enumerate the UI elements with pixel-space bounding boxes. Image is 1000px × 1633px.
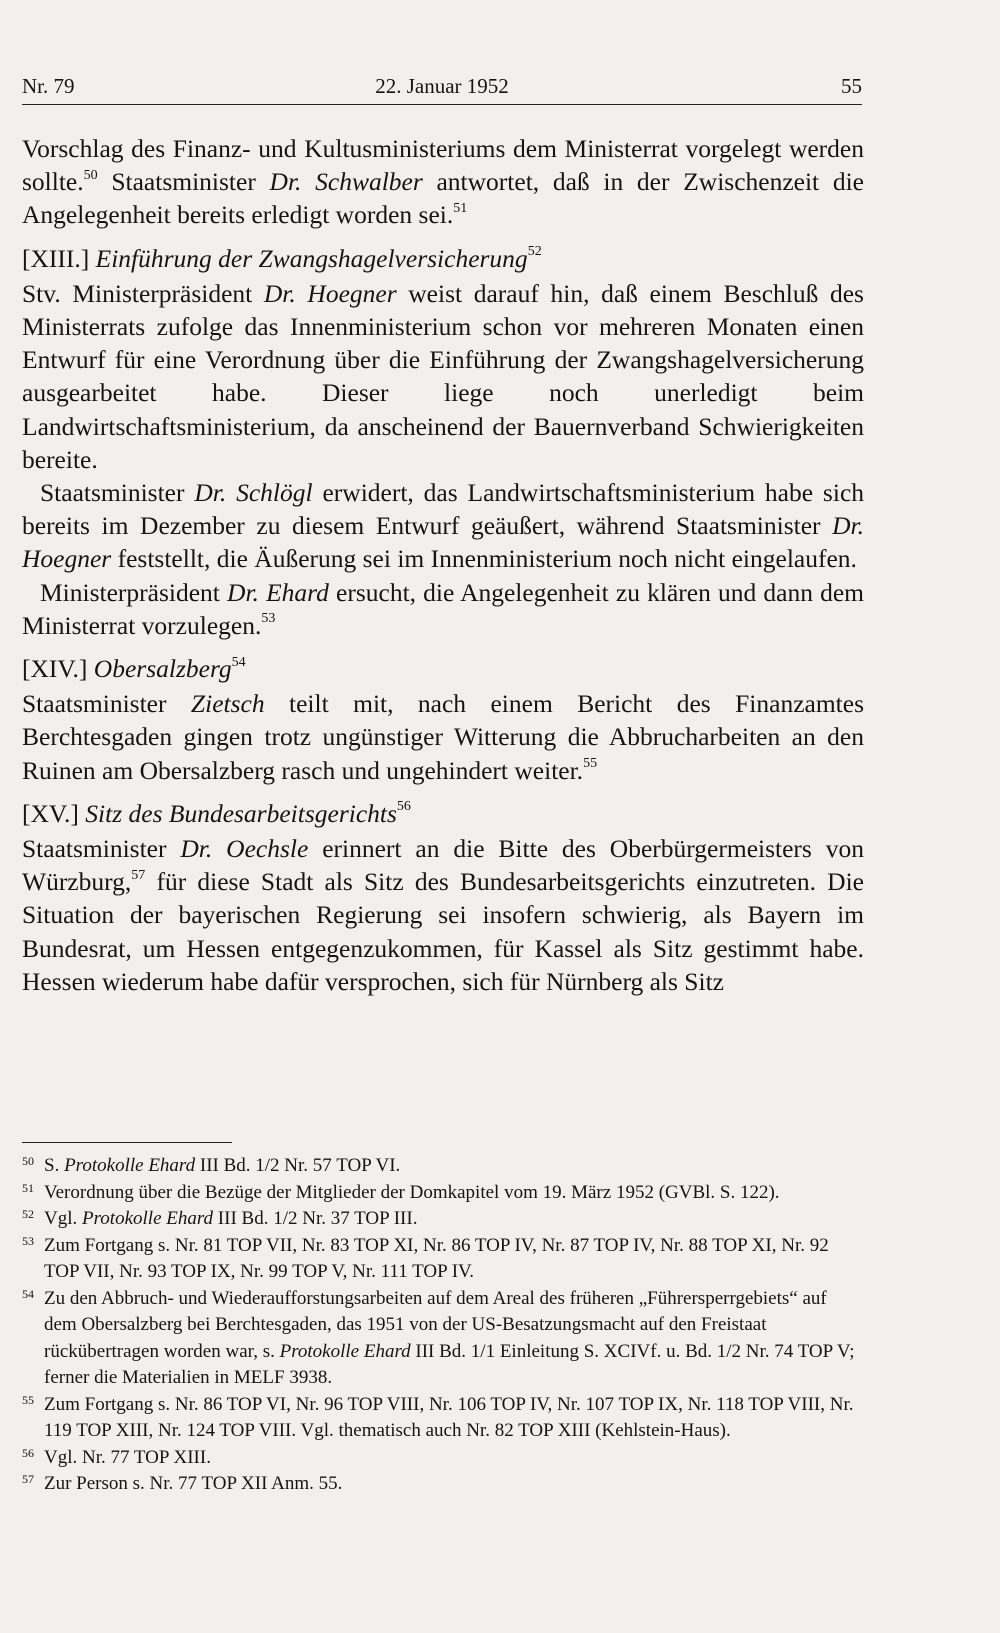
footnote: 53 Zum Fortgang s. Nr. 81 TOP VII, Nr. 83 TOP XI, Nr. 86 TOP IV, Nr. 87 TOP IV, Nr. 88 TOP XI, Nr. 92 TOP VII, Nr. 93 TOP IX, Nr. 99 TOP V, Nr. 111 TOP IV. (22, 1233, 864, 1286)
footnote-divider (22, 1142, 232, 1143)
person-name: Zietsch (190, 689, 265, 719)
footnote-number: 54 (22, 1286, 34, 1301)
session-date: 22. Januar 1952 (375, 74, 509, 98)
person-name: Dr. Ehard (227, 577, 329, 607)
footnote-ref-51: 51 (453, 200, 468, 216)
footnote-ref-50: 50 (83, 167, 98, 183)
footnote-ref-56: 56 (396, 799, 411, 815)
footnote: 54 Zu den Abbruch- und Wiederaufforstungsarbeiten auf dem Areal des früheren „Führersperrgebiets“ auf dem Obersalzberg bei Berchtesgaden, das 1951 von der US-Besatzungsmacht auf den Freistaat rückübertragen worden war, s. Protokolle Ehard III Bd. 1/1 Einleitung S. XCIVf. u. Bd. 1/2 Nr. 74 TOP V; ferner die Materialien in MELF 3938. (22, 1286, 864, 1392)
paragraph-5: Staatsminister Zietsch teilt mit, nach einem Bericht des Finanzamtes Berchtesgaden gingen trotz ungünstiger Witterung die Abbrucharbeiten an den Ruinen am Obersalzberg rasch und ungehindert weiter.$^{55}$ (22, 689, 864, 785)
footnote-ref-57: 57 (131, 867, 146, 883)
page-number: 55 (841, 74, 862, 98)
paragraph-6: Staatsminister Dr. Oechsle erinnert an die Bitte des Oberbürgermeisters von Würzburg,$^{57}$ für diese Stadt als Sitz des Bundesarbeitsgerichts einzutreten. Die Situation der bayerischen Regierung sei insofern schwierig, als Bayern im Bundesrat, um Hessen entgegenzukommen, für Kassel als Sitz gestimmt habe. Hessen wiederum habe dafür versprochen, sich für Nürnberg als Sitz (22, 834, 864, 996)
person-name: Dr. Schlögl (194, 478, 313, 508)
main-text (22, 132, 864, 998)
paragraph-4: Ministerpräsident Dr. Ehard ersucht, die Angelegenheit zu klären und dann dem Ministerrat vorzulegen.$^{53}$ (22, 577, 864, 640)
footnote-ref-53: 53 (261, 611, 276, 627)
running-header (22, 74, 862, 105)
paragraph-2: Stv. Ministerpräsident Dr. Hoegner weist darauf hin, daß einem Beschluß des Ministerrats zufolge das Innenministerium schon vor mehreren Monaten einen Entwurf für eine Verordnung über die Einführung der Zwangshagelversicherung ausgearbeitet habe. Dieser liege noch unerledigt beim Landwirtschaftsministerium, da anscheinend der Bauernverband Schwierigkeiten bereite. (22, 278, 864, 474)
document-number: Nr. 79 (22, 74, 75, 98)
footnote-number: 53 (22, 1233, 34, 1248)
footnote-number: 55 (22, 1392, 34, 1407)
footnote: 55 Zum Fortgang s. Nr. 86 TOP VI, Nr. 96 TOP VIII, Nr. 106 TOP IV, Nr. 107 TOP IX, Nr. 118 TOP VIII, Nr. 119 TOP XIII, Nr. 124 TOP VIII. Vgl. thematisch auch Nr. 82 TOP XIII (Kehlstein-Haus). (22, 1392, 864, 1445)
section-heading-xiii: [XIII.] Einführung der Zwangshagelversicherung$^{52}$ (22, 243, 542, 273)
footnote-ref-52: 52 (527, 244, 542, 260)
footnote: 51 Verordnung über die Bezüge der Mitglieder der Domkapitel vom 19. März 1952 (GVBl. S. 122). (22, 1180, 864, 1207)
person-name: Dr. Hoegner (263, 278, 397, 308)
person-name: Dr. Hoegner (22, 511, 864, 574)
footnote-number: 57 (22, 1472, 34, 1486)
footnote: 57 Zur Person s. Nr. 77 TOP XII Anm. 55. (22, 1471, 864, 1498)
footnote-ref-54: 54 (231, 654, 246, 670)
footnote-number: 51 (22, 1180, 34, 1195)
footnote: 50 S. Protokolle Ehard III Bd. 1/2 Nr. 57 TOP VI. (22, 1153, 864, 1180)
person-name: Dr. Oechsle (180, 834, 309, 864)
paragraph-1: Vorschlag des Finanz- und Kultusministeriums dem Ministerrat vorgelegt werden sollte.$^{50}$ Staatsminister Dr. Schwalber antwortet, daß in der Zwischenzeit die Angelegenheit bereits erledigt worden sei.$^{51}$ (22, 134, 865, 230)
footnotes (22, 1153, 864, 1498)
section-heading-xiv: [XIV.] Obersalzberg$^{54}$ (22, 654, 246, 684)
footnote-number: 52 (22, 1207, 34, 1221)
footnote-ref-55: 55 (583, 756, 598, 772)
section-heading-xv: [XV.] Sitz des Bundesarbeitsgerichts$^{56}$ (22, 798, 411, 828)
footnote: 52 Vgl. Protokolle Ehard III Bd. 1/2 Nr. 37 TOP III. (22, 1206, 864, 1233)
footnote: 56 Vgl. Nr. 77 TOP XIII. (22, 1445, 864, 1472)
paragraph-3: Staatsminister Dr. Schlögl erwidert, das Landwirtschaftsministerium habe sich bereits im Dezember zu diesem Entwurf geäußert, während Staatsminister Dr. Hoegner feststellt, die Äußerung sei im Innenministerium noch nicht eingelaufen. (22, 478, 865, 574)
footnote-number: 50 (22, 1154, 34, 1168)
footnote-number: 56 (22, 1445, 34, 1460)
person-name: Dr. Schwalber (269, 167, 423, 197)
